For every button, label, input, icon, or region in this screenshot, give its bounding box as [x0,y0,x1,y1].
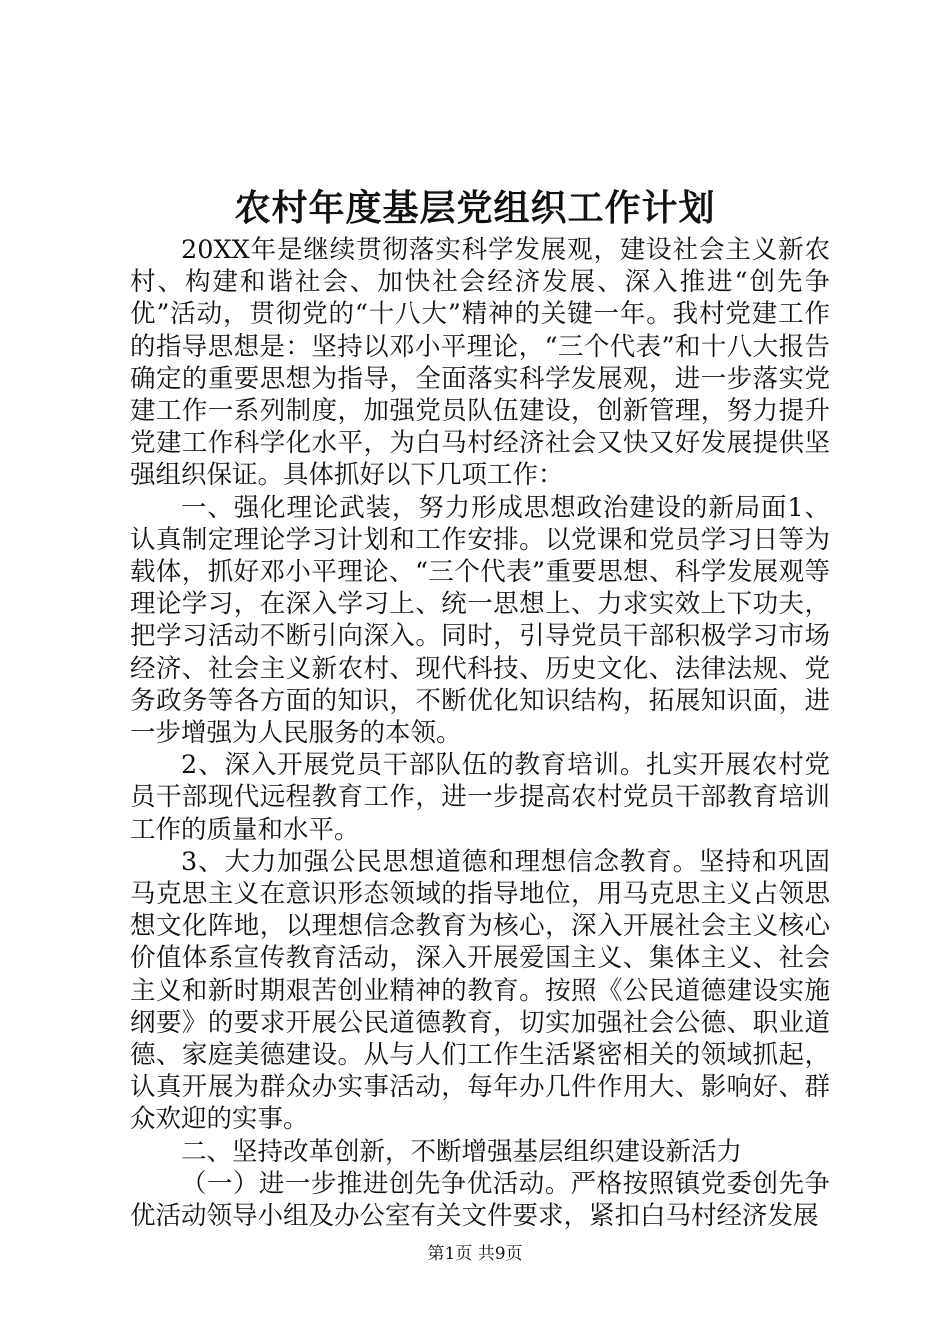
document-title: 农村年度基层党组织工作计划 [234,187,716,229]
paragraph-intro: 20XX年是继续贯彻落实科学发展观，建设社会主义新农村、构建和谐社会、加快社会经济发展、深入推进“创先争优”活动，贯彻党的“十八大”精神的关键一年。我村党建工作的指导思想是：坚持以邓小平理论，“三个代表”和十八大报告确定的重要思想为指导，全面落实科学发展观，进一步落实党建工作一系列制度，加强党员队伍建设，创新管理，努力提升党建工作科学化水平，为白马村经济社会又快又好发展提供坚强组织保证。具体抓好以下几项工作： [130,235,830,491]
document-body [130,234,830,1232]
page-footer: 第1页 共9页 [427,1244,523,1264]
paragraph-subsection-1: （一）进一步推进创先争优活动。严格按照镇党委创先争优活动领导小组及办公室有关文件要求，紧扣白马村经济发展 [130,1168,830,1232]
paragraph-section-1: 一、强化理论武装，努力形成思想政治建设的新局面1、认真制定理论学习计划和工作安排。以党课和党员学习日等为载体，抓好邓小平理论、“三个代表”重要思想、科学发展观等理论学习，在深入学习上、统一思想上、力求实效上下功夫，把学习活动不断引向深入。同时，引导党员干部积极学习市场经济、社会主义新农村、现代科技、历史文化、法律法规、党务政务等各方面的知识，不断优化知识结构，拓展知识面，进一步增强为人民服务的本领。 [130,492,830,749]
paragraph-item-3: 3、大力加强公民思想道德和理想信念教育。坚持和巩固马克思主义在意识形态领域的指导地位，用马克思主义占领思想文化阵地，以理想信念教育为核心，深入开展社会主义核心价值体系宣传教育活动，深入开展爱国主义、集体主义、社会主义和新时期艰苦创业精神的教育。按照《公民道德建设实施纲要》的要求开展公民道德教育，切实加强社会公德、职业道德、家庭美德建设。从与人们工作生活紧密相关的领域抓起，认真开展为群众办实事活动，每年办几件作用大、影响好、群众欢迎的实事。 [130,846,830,1135]
paragraph-section-2: 二、坚持改革创新，不断增强基层组织建设新活力 [181,1136,743,1167]
paragraph-item-2: 2、深入开展党员干部队伍的教育培训。扎实开展农村党员干部现代远程教育工作，进一步提高农村党员干部教育培训工作的质量和水平。 [130,750,830,845]
